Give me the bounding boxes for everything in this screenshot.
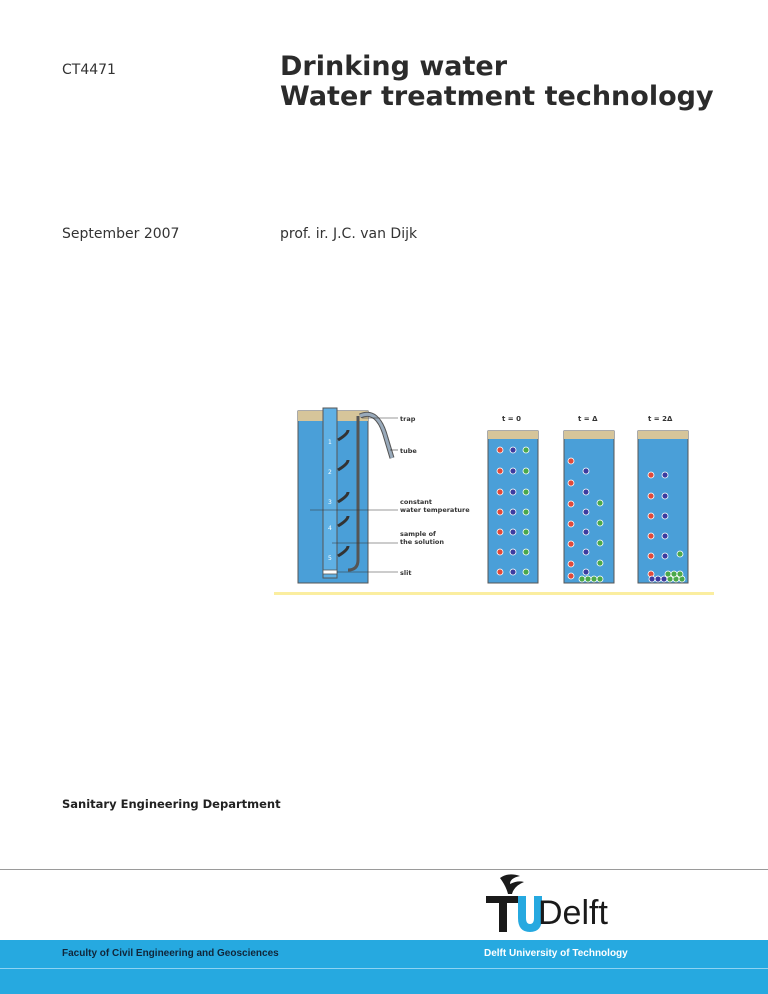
- faculty-name: Faculty of Civil Engineering and Geosciences: [62, 948, 279, 959]
- particle: [655, 576, 661, 582]
- particle: [585, 576, 591, 582]
- particle: [497, 529, 503, 535]
- particle: [665, 571, 671, 577]
- particle: [591, 576, 597, 582]
- particle: [677, 551, 683, 557]
- divider: [0, 869, 768, 870]
- column-number: 4: [328, 525, 332, 532]
- particle: [523, 569, 529, 575]
- particle: [662, 472, 668, 478]
- particle: [568, 541, 574, 547]
- particle: [648, 472, 654, 478]
- particle: [579, 576, 585, 582]
- particle: [662, 553, 668, 559]
- title-line-1: Drinking water: [280, 51, 508, 82]
- particle: [662, 493, 668, 499]
- label-trap: trap: [400, 415, 416, 423]
- author: prof. ir. J.C. van Dijk: [280, 226, 418, 242]
- particle: [583, 549, 589, 555]
- particle: [510, 509, 516, 515]
- particle: [497, 549, 503, 555]
- particle: [662, 533, 668, 539]
- tu-delft-logo: [480, 872, 650, 934]
- particle: [671, 571, 677, 577]
- particle: [648, 533, 654, 539]
- logo-wordmark: Delft: [538, 894, 608, 932]
- particle: [523, 489, 529, 495]
- document-title: [280, 52, 714, 112]
- cylinder-t2: [638, 431, 688, 583]
- publication-date: September 2007: [62, 226, 180, 242]
- particle: [597, 560, 603, 566]
- particle: [497, 509, 503, 515]
- column-number: 5: [328, 555, 332, 562]
- particle: [648, 513, 654, 519]
- course-code: CT4471: [62, 62, 116, 78]
- label-slit: slit: [400, 569, 412, 577]
- particle: [583, 509, 589, 515]
- particle: [497, 489, 503, 495]
- label-constant-2: water temperature: [400, 506, 470, 514]
- label-constant-1: constant: [400, 498, 433, 506]
- footer-strip: [0, 968, 768, 969]
- particle: [677, 571, 683, 577]
- particle: [597, 540, 603, 546]
- column-number: 1: [328, 439, 332, 446]
- cylinder-t0: [488, 431, 538, 583]
- column-number: 2: [328, 469, 332, 476]
- label-sample-1: sample of: [400, 530, 436, 538]
- particle: [497, 569, 503, 575]
- particle: [523, 447, 529, 453]
- university-name: Delft University of Technology: [484, 948, 628, 959]
- time-label: t = Δ: [578, 415, 598, 423]
- footer-band: [0, 940, 768, 994]
- particle: [497, 447, 503, 453]
- particle: [497, 468, 503, 474]
- figure-baseline: [274, 592, 714, 595]
- particle: [597, 520, 603, 526]
- particle: [510, 489, 516, 495]
- particle: [568, 521, 574, 527]
- particle: [583, 468, 589, 474]
- label-tube: tube: [400, 447, 417, 455]
- particle: [510, 529, 516, 535]
- sedimentation-figure: [270, 398, 718, 598]
- particle: [568, 501, 574, 507]
- particle: [510, 569, 516, 575]
- particle: [648, 493, 654, 499]
- particle: [648, 553, 654, 559]
- settling-column: [298, 408, 392, 583]
- label-sample-2: the solution: [400, 538, 445, 546]
- particle: [523, 549, 529, 555]
- particle: [523, 468, 529, 474]
- particle: [649, 576, 655, 582]
- particle: [583, 489, 589, 495]
- particle: [523, 509, 529, 515]
- particle: [662, 513, 668, 519]
- particle: [510, 468, 516, 474]
- particle: [583, 569, 589, 575]
- particle: [523, 529, 529, 535]
- time-label: t = 0: [502, 415, 521, 423]
- column-number: 3: [328, 499, 332, 506]
- title-line-2: Water treatment technology: [280, 81, 714, 112]
- particle: [568, 573, 574, 579]
- particle: [597, 500, 603, 506]
- particle: [568, 561, 574, 567]
- particle: [661, 576, 667, 582]
- particle: [510, 549, 516, 555]
- particle: [583, 529, 589, 535]
- particle: [568, 458, 574, 464]
- particle: [568, 480, 574, 486]
- particle: [597, 576, 603, 582]
- department-name: Sanitary Engineering Department: [62, 797, 281, 811]
- time-label: t = 2Δ: [648, 415, 673, 423]
- particle: [510, 447, 516, 453]
